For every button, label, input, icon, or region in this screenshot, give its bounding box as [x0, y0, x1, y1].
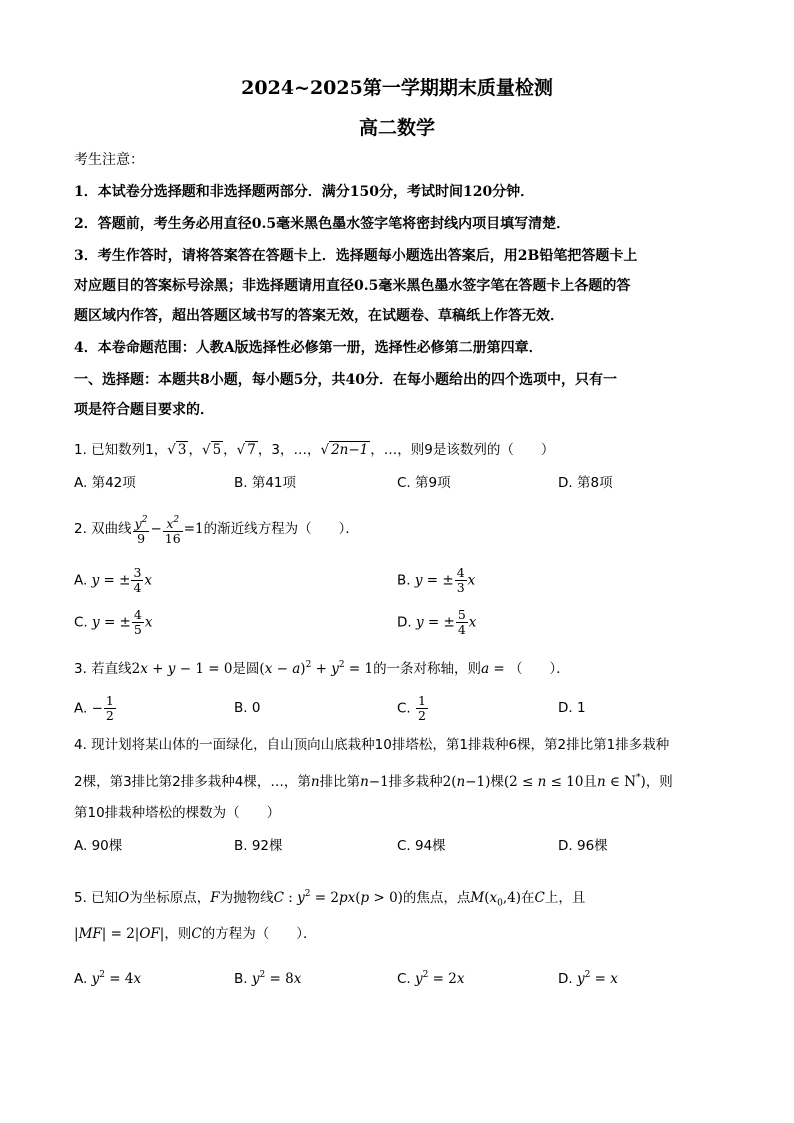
q1-option-b[interactable]: B. 第41项: [234, 475, 297, 491]
q2-suffix: 的渐近线方程为（ ）．: [203, 521, 359, 537]
q2-d-frac: $\frac{5}{4}$: [457, 607, 466, 637]
q2-option-d[interactable]: D. y = ± $\frac{5}{4}$ x: [397, 607, 477, 637]
q3-option-b[interactable]: B. 0: [234, 700, 261, 716]
q3-a-frac: $\frac{1}{2}$: [105, 693, 114, 723]
q5-option-a[interactable]: A. $y^2 = 4x$: [74, 970, 142, 987]
section-1-heading-line-2: 项是符合题目要求的．: [74, 402, 214, 418]
section-1-heading-line-1: 一、选择题：本题共8小题，每小题5分，共40分．在每小题给出的四个选项中，只有一: [74, 372, 617, 388]
q2-option-c[interactable]: C. y = ± $\frac{4}{5}$ x: [74, 607, 153, 637]
q1-suffix: ，…，则9是该数列的（ ）: [370, 442, 555, 458]
question-4-line-3: 第10排栽种塔松的棵数为（ ）: [74, 805, 281, 821]
q4-option-b[interactable]: B. 92棵: [234, 838, 283, 854]
q1-sqrt-5: √ 5: [201, 442, 222, 458]
q1-sqrt-7: √ 7: [236, 442, 256, 458]
q3-option-c[interactable]: C. $\frac{1}{2}$: [397, 693, 426, 723]
q3-option-d[interactable]: D. 1: [558, 700, 586, 716]
q1-sqrt-2n-1: √ 2n−1: [320, 442, 369, 458]
question-5-line-2: |MF| = 2|OF|，则C的方程为（ ）．: [74, 926, 317, 942]
note-4: 4．本卷命题范围：人教A版选择性必修第一册，选择性必修第二册第四章．: [74, 340, 543, 356]
q2-a-frac: $\frac{3}{4}$: [133, 565, 142, 595]
q2-option-b[interactable]: B. y = ± $\frac{4}{3}$ x: [397, 565, 476, 595]
question-4-line-2: 2棵，第3排比第2排多栽种4棵，…，第n排比第n−1排多栽种2(n−1)棵(2 ≤ n ≤ 10且n ∈ N*)，则: [74, 773, 673, 790]
exam-subject: 高二数学: [358, 117, 435, 139]
note-3-line-1: 3．考生作答时，请将答案答在答题卡上．选择题每小题选出答案后，用2B铅笔把答题卡上: [74, 248, 638, 264]
q2-option-a[interactable]: A. y = ± $\frac{3}{4}$ x: [74, 565, 153, 595]
question-3: 3. 若直线2x + y − 1 = 0是圆$(x - a)^2 + y^2 = 1$的一条对称轴，则a = （ ）．: [74, 660, 570, 677]
q1-prefix: 1. 已知数列1，: [74, 442, 168, 458]
q5-option-b[interactable]: B. $y^2 = 8x$: [234, 970, 302, 987]
note-1: 1．本试卷分选择题和非选择题两部分．满分150分，考试时间120分钟．: [74, 184, 535, 200]
q3-option-a[interactable]: A. − $\frac{1}{2}$: [74, 693, 114, 723]
q2-b-frac: $\frac{4}{3}$: [456, 565, 465, 595]
q5-option-d[interactable]: D. $y^2 = x$: [558, 970, 618, 987]
note-3-line-3: 题区域内作答，超出答题区域书写的答案无效，在试题卷、草稿纸上作答无效．: [74, 308, 564, 324]
q1-option-c[interactable]: C. 第9项: [397, 475, 451, 491]
q3-c-frac: $\frac{1}{2}$: [418, 693, 426, 723]
q1-sqrt-3: √ 3: [167, 442, 187, 458]
notes-heading: 考生注意：: [74, 152, 144, 168]
q2-prefix: 2. 双曲线: [74, 521, 132, 537]
question-4-line-1: 4. 现计划将某山体的一面绿化，自山顶向山底栽种10排塔松，第1排栽种6棵，第2排比第1排多栽种: [74, 737, 670, 753]
q4-option-a[interactable]: A. 90棵: [74, 838, 123, 854]
question-2: 2. 双曲线 $\frac{y^2}{9}$ − $\frac{x^2}{16}$ =1的渐近线方程为（ ）．: [74, 514, 359, 546]
q4-option-c[interactable]: C. 94棵: [397, 838, 446, 854]
note-2: 2．答题前，考生务必用直径0.5毫米黑色墨水签字笔将密封线内项目填写清楚．: [74, 216, 571, 232]
q2-fraction-x2-over-16: $\frac{x^2}{16}$: [164, 514, 181, 546]
question-5-line-1: 5. 已知O为坐标原点，F为抛物线C : $y^2 = 2px(p > 0)$的焦点，点$M(x_0,4)$在C上，且: [74, 889, 586, 909]
exam-title: 2024~2025第一学期期末质量检测: [241, 77, 553, 99]
question-1: 1. 已知数列1，√ 3 ，√ 5 ，√ 7 ，3，…，√ 2n−1 ，…，则9是该数列的（ ）: [74, 442, 555, 458]
q5-option-c[interactable]: C. $y^2 = 2x$: [397, 970, 465, 987]
q4-option-d[interactable]: D. 96棵: [558, 838, 608, 854]
q2-c-frac: $\frac{4}{5}$: [133, 607, 142, 637]
note-3-line-2: 对应题目的答案标号涂黑；非选择题请用直径0.5毫米黑色墨水签字笔在答题卡上各题的答: [74, 278, 631, 294]
q1-option-d[interactable]: D. 第8项: [558, 475, 613, 491]
q1-option-a[interactable]: A. 第42项: [74, 475, 136, 491]
q2-fraction-y2-over-9: $\frac{y^2}{9}$: [134, 514, 148, 546]
